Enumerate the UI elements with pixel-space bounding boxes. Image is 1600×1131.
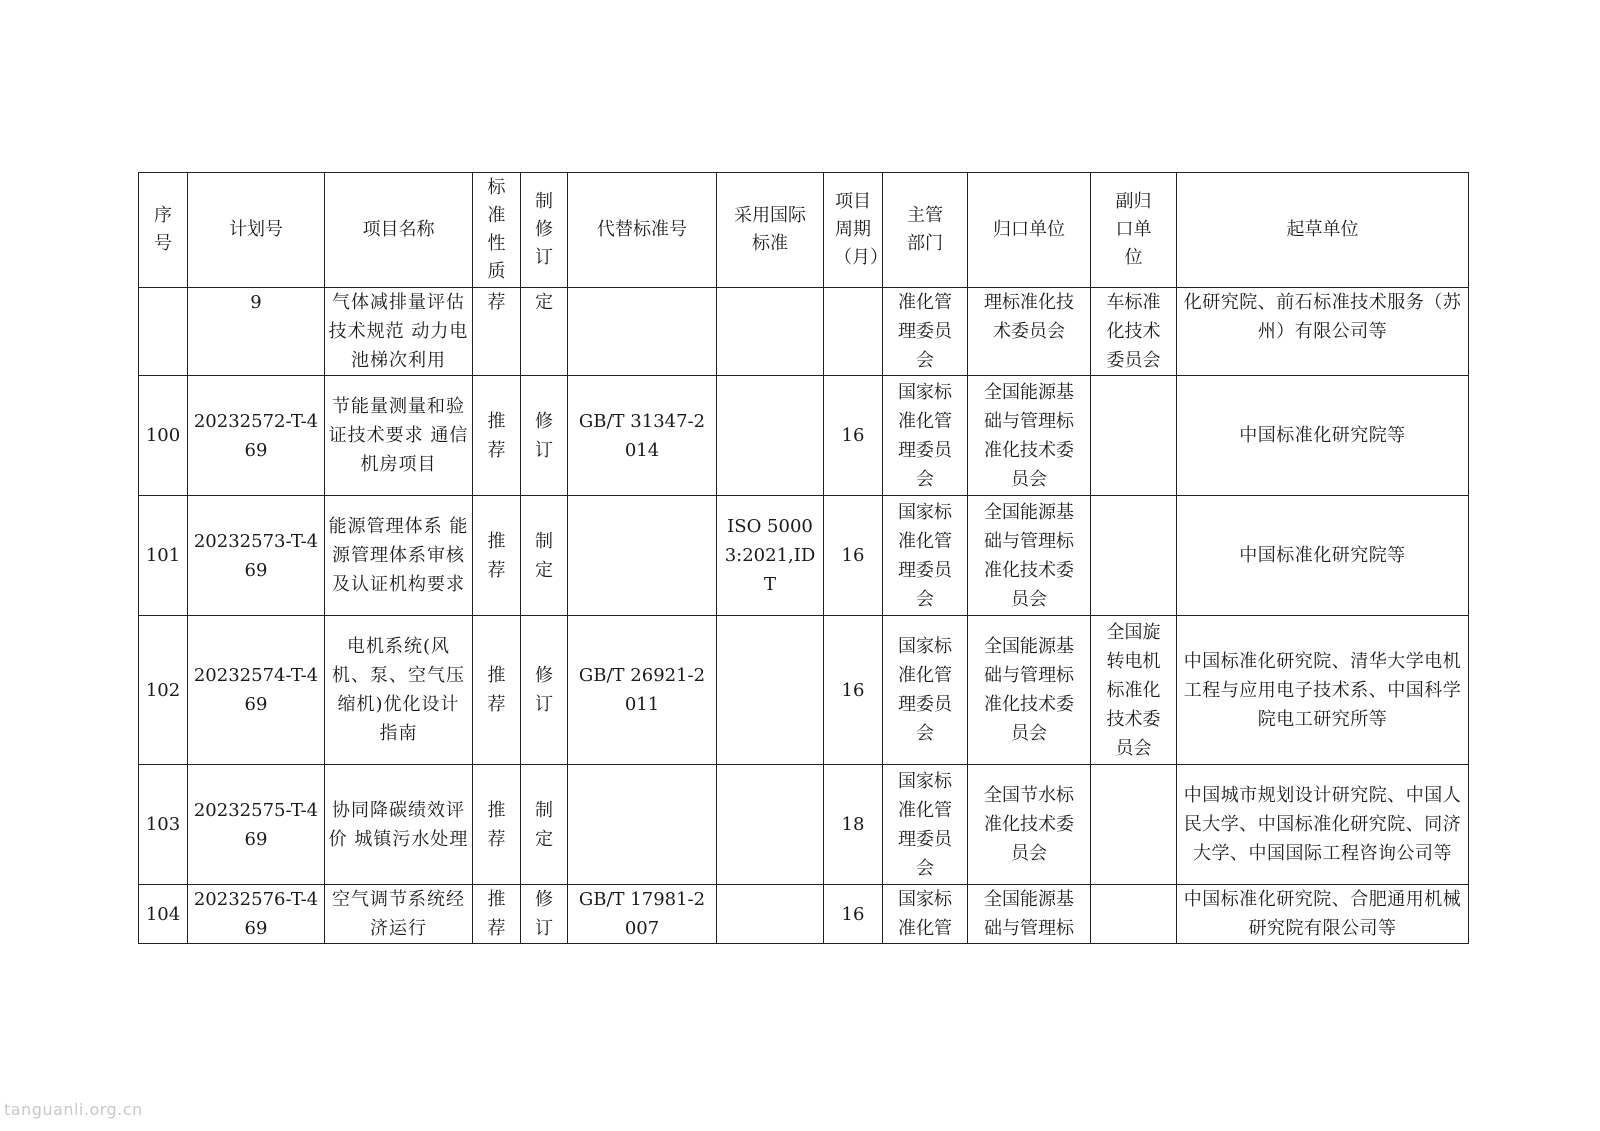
cell-plan-no: 20232574-T-469 (188, 616, 325, 765)
cell-revise: 修订 (521, 885, 568, 944)
table-row (139, 885, 1469, 944)
cell-plan-no: 20232576-T-469 (188, 885, 325, 944)
cell-seq: 100 (139, 376, 188, 496)
cell-seq: 104 (139, 885, 188, 944)
cell-name: 气体减排量评估技术规范 动力电池梯次利用 (325, 288, 473, 376)
header-period: 项目周期（月） (824, 173, 883, 288)
cell-name: 能源管理体系 能源管理体系审核及认证机构要求 (325, 496, 473, 616)
cell-intl (717, 616, 824, 765)
watermark: tanguanli.org.cn (4, 1100, 143, 1119)
table-row (139, 496, 1469, 616)
cell-revise: 修订 (521, 616, 568, 765)
cell-name: 协同降碳绩效评价 城镇污水处理 (325, 765, 473, 885)
cell-nature: 推荐 (473, 616, 521, 765)
cell-intl: ISO 50003:2021,IDT (717, 496, 824, 616)
cell-drafter: 中国标准化研究院、合肥通用机械研究院有限公司等 (1177, 885, 1469, 944)
cell-dept: 国家标准化管 (883, 885, 968, 944)
cell-drafter: 中国标准化研究院、清华大学电机工程与应用电子技术系、中国科学院电工研究所等 (1177, 616, 1469, 765)
cell-dept: 准化管理委员会 (883, 288, 968, 376)
cell-plan-no: 20232573-T-469 (188, 496, 325, 616)
cell-seq: 103 (139, 765, 188, 885)
cell-replace: GB/T 31347-2014 (568, 376, 717, 496)
header-row (139, 173, 1469, 288)
cell-period (824, 288, 883, 376)
cell-name: 节能量测量和验证技术要求 通信机房项目 (325, 376, 473, 496)
cell-unit: 理标准化技术委员会 (968, 288, 1091, 376)
cell-dept: 国家标准化管理委员会 (883, 376, 968, 496)
header-revise: 制修订 (521, 173, 568, 288)
cell-period: 16 (824, 376, 883, 496)
cell-seq (139, 288, 188, 376)
cell-replace (568, 496, 717, 616)
cell-sub-unit: 全国旋转电机标准化技术委员会 (1091, 616, 1177, 765)
header-drafter: 起草单位 (1177, 173, 1469, 288)
cell-plan-no: 9 (188, 288, 325, 376)
standards-plan-table (138, 172, 1469, 944)
cell-replace (568, 288, 717, 376)
cell-drafter: 中国标准化研究院等 (1177, 496, 1469, 616)
cell-drafter: 化研究院、前石标准技术服务（苏州）有限公司等 (1177, 288, 1469, 376)
cell-revise: 修订 (521, 376, 568, 496)
header-dept: 主管部门 (883, 173, 968, 288)
cell-unit: 全国能源基础与管理标 (968, 885, 1091, 944)
cell-period: 18 (824, 765, 883, 885)
cell-replace: GB/T 17981-2007 (568, 885, 717, 944)
cell-unit: 全国能源基础与管理标准化技术委员会 (968, 376, 1091, 496)
cell-drafter: 中国标准化研究院等 (1177, 376, 1469, 496)
table-row (139, 288, 1469, 376)
header-unit: 归口单位 (968, 173, 1091, 288)
cell-name: 空气调节系统经济运行 (325, 885, 473, 944)
cell-revise: 制定 (521, 496, 568, 616)
cell-unit: 全国能源基础与管理标准化技术委员会 (968, 496, 1091, 616)
cell-dept: 国家标准化管理委员会 (883, 616, 968, 765)
cell-period: 16 (824, 616, 883, 765)
cell-sub-unit (1091, 496, 1177, 616)
cell-drafter: 中国城市规划设计研究院、中国人民大学、中国标准化研究院、同济大学、中国国际工程咨询公司等 (1177, 765, 1469, 885)
cell-period: 16 (824, 496, 883, 616)
table-row (139, 376, 1469, 496)
cell-intl (717, 288, 824, 376)
cell-nature: 推荐 (473, 765, 521, 885)
cell-unit: 全国能源基础与管理标准化技术委员会 (968, 616, 1091, 765)
header-seq: 序号 (139, 173, 188, 288)
table-row (139, 616, 1469, 765)
cell-intl (717, 765, 824, 885)
cell-seq: 102 (139, 616, 188, 765)
cell-intl (717, 885, 824, 944)
cell-period: 16 (824, 885, 883, 944)
cell-revise: 制定 (521, 765, 568, 885)
cell-nature: 推荐 (473, 496, 521, 616)
cell-seq: 101 (139, 496, 188, 616)
cell-plan-no: 20232575-T-469 (188, 765, 325, 885)
cell-nature: 推荐 (473, 376, 521, 496)
cell-unit: 全国节水标准化技术委员会 (968, 765, 1091, 885)
cell-sub-unit (1091, 765, 1177, 885)
header-replace: 代替标准号 (568, 173, 717, 288)
header-nature: 标准性质 (473, 173, 521, 288)
cell-sub-unit (1091, 376, 1177, 496)
header-intl: 采用国际标准 (717, 173, 824, 288)
header-sub-unit: 副归口单位 (1091, 173, 1177, 288)
header-name: 项目名称 (325, 173, 473, 288)
cell-plan-no: 20232572-T-469 (188, 376, 325, 496)
cell-replace: GB/T 26921-2011 (568, 616, 717, 765)
cell-revise: 定 (521, 288, 568, 376)
header-plan-no: 计划号 (188, 173, 325, 288)
cell-sub-unit: 车标准化技术委员会 (1091, 288, 1177, 376)
table-row (139, 765, 1469, 885)
cell-nature: 荐 (473, 288, 521, 376)
cell-replace (568, 765, 717, 885)
cell-dept: 国家标准化管理委员会 (883, 765, 968, 885)
cell-intl (717, 376, 824, 496)
cell-dept: 国家标准化管理委员会 (883, 496, 968, 616)
cell-name: 电机系统(风机、泵、空气压缩机)优化设计指南 (325, 616, 473, 765)
cell-nature: 推荐 (473, 885, 521, 944)
cell-sub-unit (1091, 885, 1177, 944)
